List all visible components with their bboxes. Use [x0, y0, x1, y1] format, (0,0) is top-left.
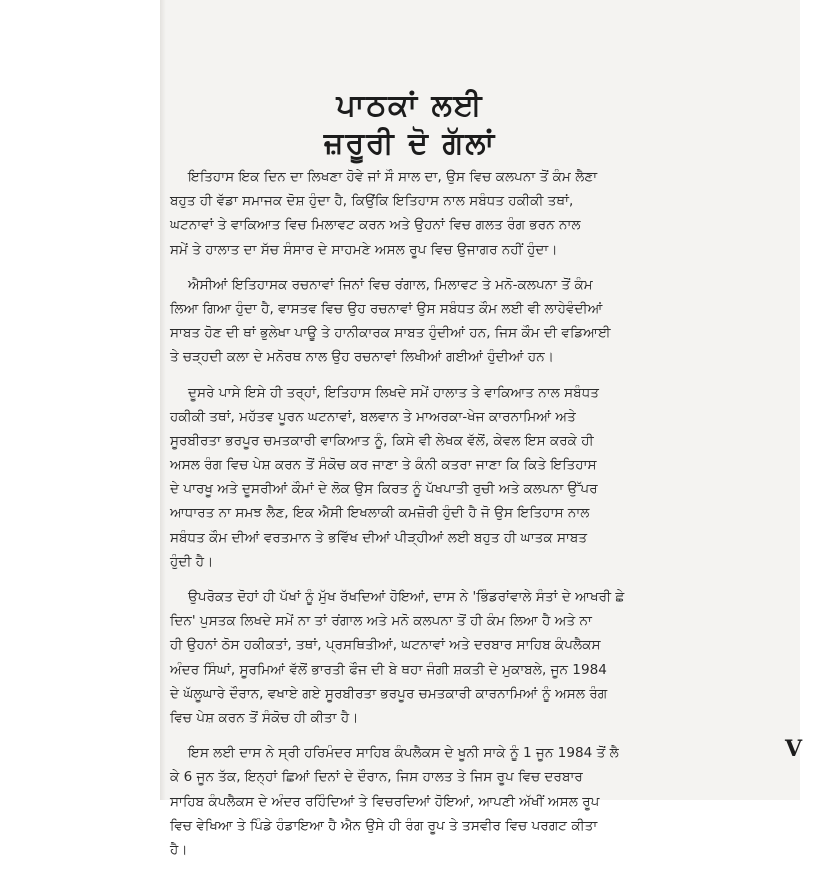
book-page — [160, 0, 803, 858]
text-line: ਸੂਰਬੀਰਤਾ ਭਰਪੂਰ ਚਮਤਕਾਰੀ ਵਾਕਿਆਤ ਨੂੰ, ਕਿਸੇ ਵੀ ਲੇਖਕ ਵੱਲੋਂ, ਕੇਵਲ ਇਸ ਕਰਕੇ ਹੀ — [170, 432, 594, 449]
page-title-line-2: ਜ਼ਰੂਰੀ ਦੋ ਗੱਲਾਂ — [323, 126, 497, 161]
text-line: ਅੰਦਰ ਸਿੰਘਾਂ, ਸੂਰਮਿਆਂ ਵੱਲੋਂ ਭਾਰਤੀ ਫੌਜ ਦੀ ਬੇ ਥਹਾ ਜੰਗੀ ਸ਼ਕਤੀ ਦੇ ਮੁਕਾਬਲੇ, ਜੂਨ 1984 — [170, 661, 607, 678]
text-line: ਸਾਬਤ ਹੋਣ ਦੀ ਥਾਂ ਭੁਲੇਖਾ ਪਾਊ ਤੇ ਹਾਨੀਕਾਰਕ ਸਾਬਤ ਹੁੰਦੀਆਂ ਹਨ, ਜਿਸ ਕੌਮ ਦੀ ਵਡਿਆਈ — [170, 325, 611, 342]
text-line: ਹਕੀਕੀ ਤਥਾਂ, ਮਹੱਤਵ ਪੂਰਨ ਘਟਨਾਵਾਂ, ਬਲਵਾਨ ਤੇ ਮਾਅਰਕਾ-ਖੇਜ ਕਾਰਨਾਮਿਆਂ ਅਤੇ — [170, 408, 576, 425]
text-line: ਉਪਰੋਕਤ ਦੋਹਾਂ ਹੀ ਪੱਖਾਂ ਨੂੰ ਮੁੱਖ ਰੱਖਦਿਆਂ ਹੋਇਆਂ, ਦਾਸ ਨੇ 'ਭਿੰਡਰਾਂਵਾਲੇ ਸੰਤਾਂ ਦੇ ਆਖਰੀ ਛੇ — [188, 589, 625, 605]
text-line: ਲਿਆ ਗਿਆ ਹੁੰਦਾ ਹੈ, ਵਾਸਤਵ ਵਿਚ ਉਹ ਰਚਨਾਵਾਂ ਉਸ ਸਬੰਧਤ ਕੌਮ ਲਈ ਵੀ ਲਾਹੇਵੰਦੀਆਂ — [170, 300, 603, 317]
paragraph-4 — [170, 585, 830, 730]
text-line: ਸਾਹਿਬ ਕੰਪਲੈਕਸ ਦੇ ਅੰਦਰ ਰਹਿੰਦਿਆਂ ਤੇ ਵਿਚਰਦਿਆਂ ਹੋਇਆਂ, ਆਪਣੀ ਅੱਖੀਂ ਅਸਲ ਰੂਪ — [170, 793, 600, 810]
page-title-line-1: ਪਾਠਕਾਂ ਲਈ — [336, 88, 484, 123]
text-line: ਘਟਨਾਵਾਂ ਤੇ ਵਾਕਿਆਤ ਵਿਚ ਮਿਲਾਵਟ ਕਰਨ ਅਤੇ ਉਹਨਾਂ ਵਿਚ ਗਲਤ ਰੰਗ ਭਰਨ ਨਾਲ — [170, 217, 581, 234]
text-line: ਇਤਿਹਾਸ ਇਕ ਦਿਨ ਦਾ ਲਿਖਣਾ ਹੋਵੇ ਜਾਂ ਸੌ ਸਾਲ ਦਾ, ਉਸ ਵਿਚ ਕਲਪਨਾ ਤੋਂ ਕੰਮ ਲੈਣਾ — [188, 169, 598, 185]
page-number: V — [785, 736, 803, 762]
paragraph-5 — [170, 741, 830, 862]
paragraph-2 — [170, 273, 830, 370]
text-line: ਆਧਾਰਤ ਨਾ ਸਮਝ ਲੈਣ, ਇਕ ਐਸੀ ਇਖਲਾਕੀ ਕਮਜ਼ੋਰੀ ਹੁੰਦੀ ਹੈ ਜੋ ਉਸ ਇਤਿਹਾਸ ਨਾਲ — [170, 505, 590, 522]
text-line: ਦੇ ਪਾਰਖੂ ਅਤੇ ਦੂਸਰੀਆਂ ਕੌਮਾਂ ਦੇ ਲੋਕ ਉਸ ਕਿਰਤ ਨੂੰ ਪੱਖਪਾਤੀ ਰੁਚੀ ਅਤੇ ਕਲਪਨਾ ਉੱਪਰ — [170, 481, 598, 498]
paragraph-1 — [170, 165, 830, 262]
text-line: ਹੁੰਦੀ ਹੈ। — [170, 553, 214, 570]
text-line: ਹੀ ਉਹਨਾਂ ਠੋਸ ਹਕੀਕਤਾਂ, ਤਥਾਂ, ਪ੍ਰਸਥਿਤੀਆਂ, ਘਟਨਾਵਾਂ ਅਤੇ ਦਰਬਾਰ ਸਾਹਿਬ ਕੰਪਲੈਕਸ — [170, 637, 601, 654]
text-line: ਵਿਚ ਵੇਖਿਆ ਤੇ ਪਿੰਡੇ ਹੰਡਾਇਆ ਹੈ ਐਨ ਉਸੇ ਹੀ ਰੰਗ ਰੂਪ ਤੇ ਤਸਵੀਰ ਵਿਚ ਪਰਗਟ ਕੀਤਾ — [170, 817, 598, 834]
text-line: ਕੇ 6 ਜੂਨ ਤੱਕ, ਇਨ੍ਹਾਂ ਛਿਆਂ ਦਿਨਾਂ ਦੇ ਦੌਰਾਨ, ਜਿਸ ਹਾਲਤ ਤੇ ਜਿਸ ਰੂਪ ਵਿਚ ਦਰਬਾਰ — [170, 769, 583, 786]
text-line: ਸਬੰਧਤ ਕੌਮ ਦੀਆਂ ਵਰਤਮਾਨ ਤੇ ਭਵਿੱਖ ਦੀਆਂ ਪੀੜ੍ਹੀਆਂ ਲਈ ਬਹੁਤ ਹੀ ਘਾਤਕ ਸਾਬਤ — [170, 529, 588, 546]
text-line: ਦੂਸਰੇ ਪਾਸੇ ਇਸੇ ਹੀ ਤਰ੍ਹਾਂ, ਇਤਿਹਾਸ ਲਿਖਦੇ ਸਮੇਂ ਹਾਲਾਤ ਤੇ ਵਾਕਿਆਤ ਨਾਲ ਸਬੰਧਤ — [188, 384, 599, 401]
text-line: ਤੇ ਚੜ੍ਹਦੀ ਕਲਾ ਦੇ ਮਨੋਰਥ ਨਾਲ ਉਹ ਰਚਨਾਵਾਂ ਲਿਖੀਆਂ ਗਈਆਂ ਹੁੰਦੀਆਂ ਹਨ। — [170, 349, 554, 366]
text-line: ਦਿਨ' ਪੁਸਤਕ ਲਿਖਦੇ ਸਮੇਂ ਨਾ ਤਾਂ ਰਂਗਾਲ ਅਤੇ ਮਨੋ ਕਲਪਨਾ ਤੋਂ ਹੀ ਕੰਮ ਲਿਆ ਹੈ ਅਤੇ ਨਾ — [170, 613, 592, 630]
text-line: ਐਸੀਆਂ ਇਤਿਹਾਸਕ ਰਚਨਾਵਾਂ ਜਿਨਾਂ ਵਿਚ ਰਂਗਾਲ, ਮਿਲਾਵਟ ਤੇ ਮਨੋ-ਕਲਪਨਾ ਤੋਂ ਕੰਮ — [188, 276, 593, 293]
text-line: ਵਿਚ ਪੇਸ਼ ਕਰਨ ਤੋਂ ਸੰਕੋਚ ਹੀ ਕੀਤਾ ਹੈ। — [170, 709, 359, 726]
text-line: ਬਹੁਤ ਹੀ ਵੱਡਾ ਸਮਾਜਕ ਦੋਸ਼ ਹੁੰਦਾ ਹੈ, ਕਿਉਂਕਿ ਇਤਿਹਾਸ ਨਾਲ ਸਬੰਧਤ ਹਕੀਕੀ ਤਥਾਂ, — [170, 193, 574, 210]
text-line: ਅਸਲ ਰੰਗ ਵਿਚ ਪੇਸ਼ ਕਰਨ ਤੋਂ ਸੰਕੋਚ ਕਰ ਜਾਣਾ ਤੇ ਕੰਨੀ ਕਤਰਾ ਜਾਣਾ ਕਿ ਕਿਤੇ ਇਤਿਹਾਸ — [170, 457, 597, 474]
text-line: ਸਮੇਂ ਤੇ ਹਾਲਾਤ ਦਾ ਸੱਚ ਸੰਸਾਰ ਦੇ ਸਾਹਮਣੇ ਅਸਲ ਰੂਪ ਵਿਚ ਉਜਾਗਰ ਨਹੀਂ ਹੁੰਦਾ। — [170, 241, 558, 258]
paragraph-3 — [170, 381, 830, 575]
text-line: ਦੇ ਘੱਲੂਘਾਰੇ ਦੌਰਾਨ, ਵਖਾਏ ਗਏ ਸੂਰਬੀਰਤਾ ਭਰਪੂਰ ਚਮਤਕਾਰੀ ਕਾਰਨਾਮਿਆਂ ਨੂੰ ਅਸਲ ਰੰਗ — [170, 685, 608, 702]
text-line: ਹੈ। — [170, 841, 188, 858]
body-text — [170, 165, 830, 873]
text-line: ਇਸ ਲਈ ਦਾਸ ਨੇ ਸ੍ਰੀ ਹਰਿਮੰਦਰ ਸਾਹਿਬ ਕੰਪਲੈਕਸ ਦੇ ਖੂਨੀ ਸਾਕੇ ਨੂੰ 1 ਜੂਨ 1984 ਤੋਂ ਲੈ — [188, 745, 619, 762]
